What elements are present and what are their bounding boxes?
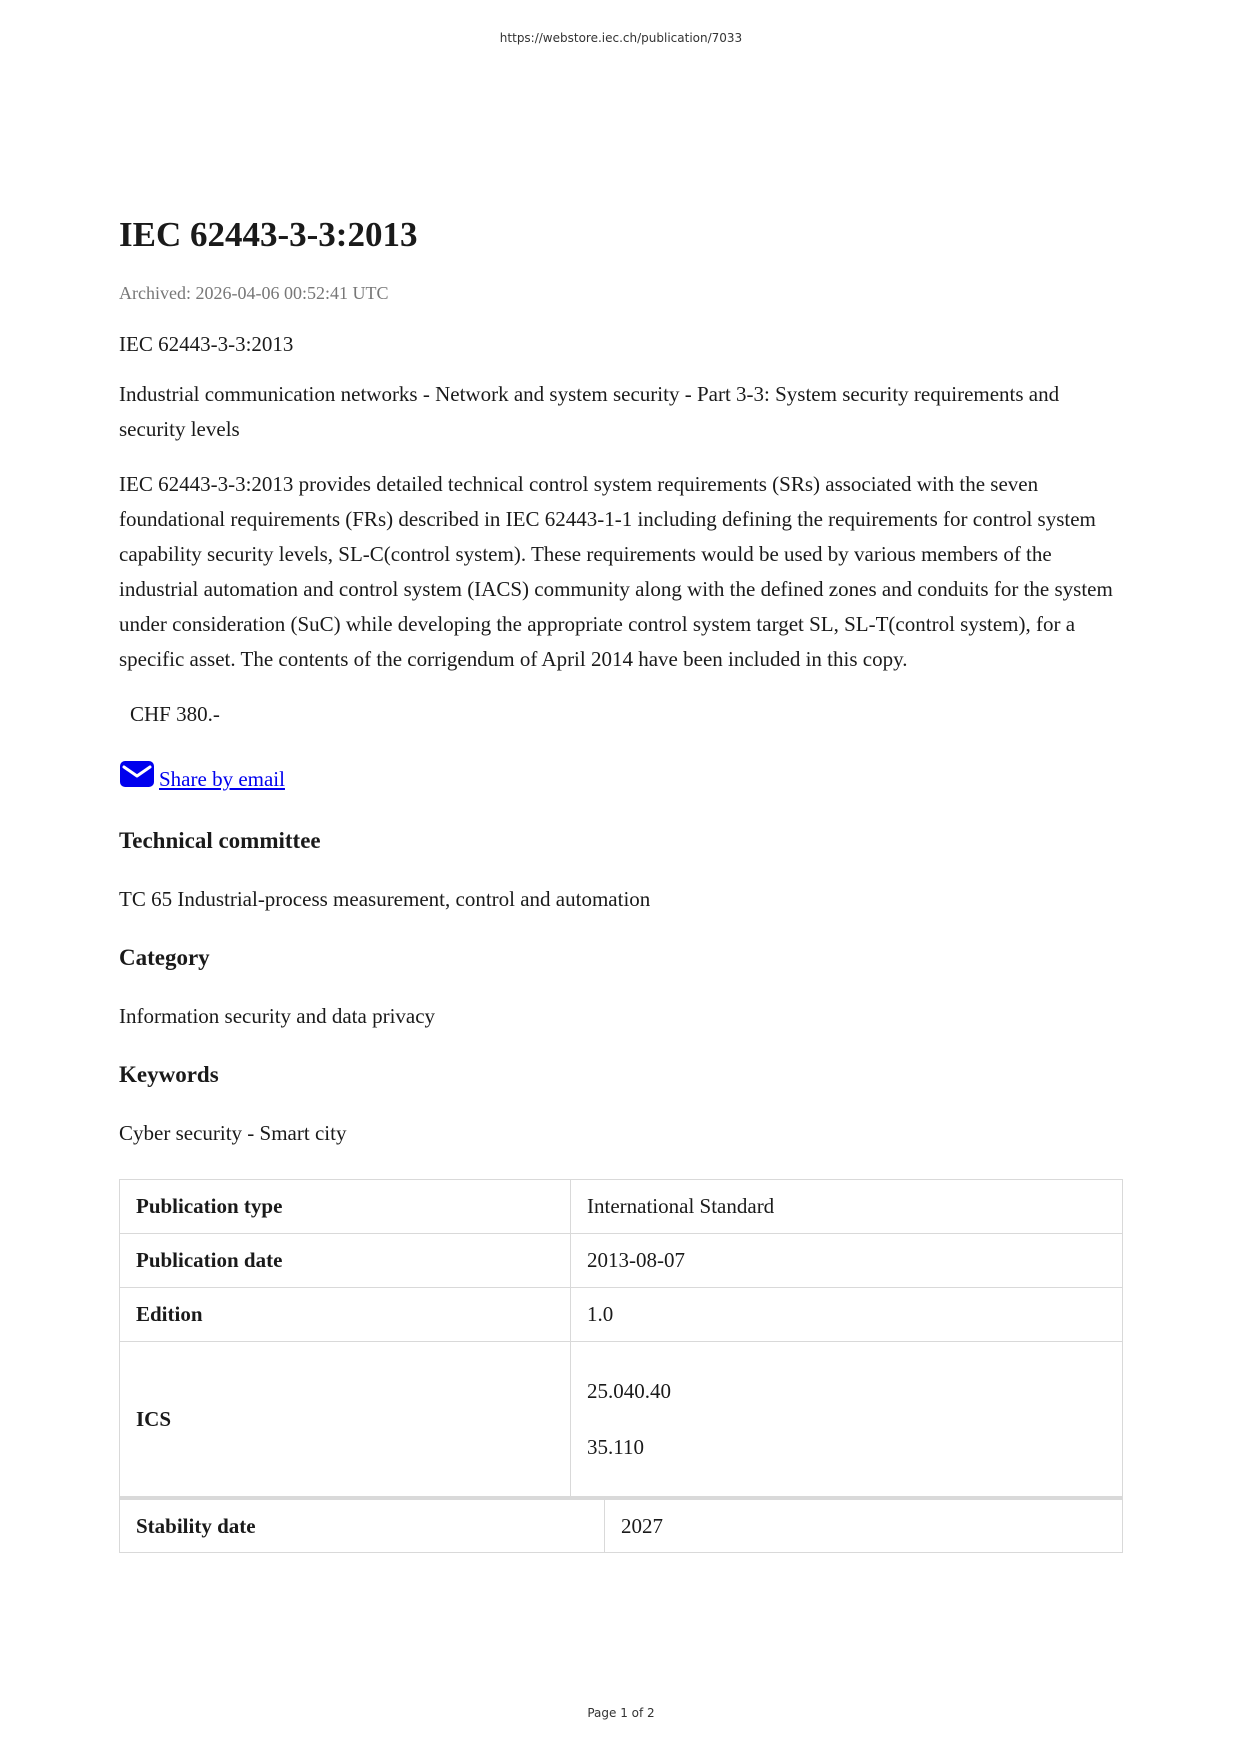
page-url: https://webstore.iec.ch/publication/7033: [499, 31, 743, 45]
stability-date-label: Stability date: [120, 1499, 605, 1553]
publication-type-value: International Standard: [571, 1180, 1123, 1234]
page-number: Page 1 of 2: [587, 1706, 655, 1720]
keywords-heading: Keywords: [119, 1062, 219, 1087]
page-title: IEC 62443-3-3:2013: [119, 215, 418, 254]
edition-label: Edition: [120, 1288, 571, 1342]
technical-committee-value: TC 65 Industrial-process measurement, control and automation: [119, 887, 651, 911]
table-row: [120, 1234, 1123, 1288]
stability-table: [119, 1497, 1123, 1553]
publication-subtitle: Industrial communication networks - Network and system security - Part 3-3: System security requirements and security levels: [119, 382, 1060, 441]
table-row: [120, 1288, 1123, 1342]
table-row: [120, 1180, 1123, 1234]
envelope-icon: [119, 760, 159, 794]
publication-content: [119, 212, 1123, 1553]
category-heading: Category: [119, 945, 210, 970]
publication-description: IEC 62443-3-3:2013 provides detailed technical control system requirements (SRs) associated with the seven foundational requirements (FRs) described in IEC 62443-1-1 including defining the requirements for control system capability security levels, SL-C(control system). These requirements would be used by various members of the industrial automation and control system (IACS) community along with the defined zones and conduits for the system under consideration (SuC) while developing the appropriate control system target SL, SL-T(control system), for a specific asset. The contents of the corrigendum of April 2014 have been included in this copy.: [119, 472, 1113, 671]
table-row: [120, 1342, 1123, 1497]
stability-date-value: 2027: [605, 1499, 1123, 1553]
category-value: Information security and data privacy: [119, 1004, 436, 1028]
publication-code: IEC 62443-3-3:2013: [119, 332, 294, 356]
publication-date-value: 2013-08-07: [571, 1234, 1123, 1288]
ics-value: 25.040.40: [587, 1379, 671, 1403]
edition-value: 1.0: [571, 1288, 1123, 1342]
publication-type-label: Publication type: [120, 1180, 571, 1234]
publication-details-table: [119, 1179, 1123, 1497]
publication-date-label: Publication date: [120, 1234, 571, 1288]
ics-value: 35.110: [587, 1435, 644, 1459]
price: CHF 380.-: [130, 702, 220, 726]
share-by-email-label: Share by email: [159, 767, 285, 791]
ics-values: [571, 1342, 1123, 1497]
archived-timestamp: Archived: 2026-04-06 00:52:41 UTC: [119, 283, 389, 303]
share-by-email-link[interactable]: [119, 760, 285, 794]
ics-label: ICS: [120, 1342, 571, 1497]
keywords-value: Cyber security - Smart city: [119, 1121, 347, 1145]
share-by-email: [119, 760, 1123, 794]
technical-committee-heading: Technical committee: [119, 828, 321, 853]
table-row: [120, 1499, 1123, 1553]
